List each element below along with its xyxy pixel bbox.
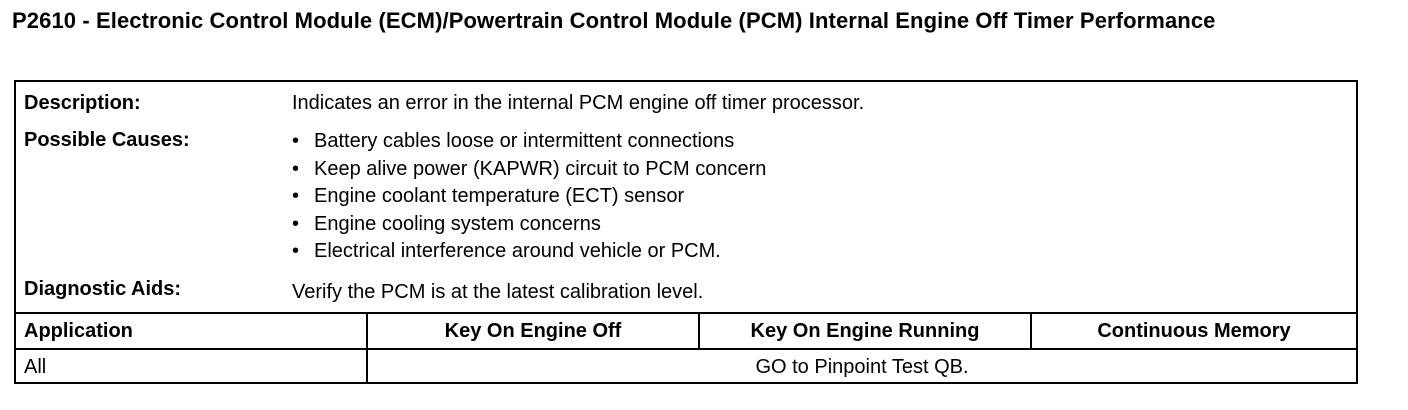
possible-causes-list (292, 128, 766, 266)
diagnostic-aids-value: Verify the PCM is at the latest calibration level. (292, 281, 704, 303)
page-title: P2610 - Electronic Control Module (ECM)/Powertrain Control Module (PCM) Internal Engine Off Timer Performance (12, 8, 1216, 33)
table-header-row (16, 314, 1356, 350)
cell-application: All (24, 355, 47, 378)
possible-causes-label: Possible Causes: (24, 129, 190, 151)
description-value: Indicates an error in the internal PCM engine off timer processor. (292, 92, 865, 114)
header-continuous-memory: Continuous Memory (1097, 319, 1291, 342)
list-item: • Keep alive power (KAPWR) circuit to PCM concern (292, 157, 767, 180)
list-item: • Engine coolant temperature (ECT) sensor (292, 185, 685, 207)
cell-action: GO to Pinpoint Test QB. (755, 355, 969, 378)
diagnostic-aids-label: Diagnostic Aids: (24, 278, 182, 300)
application-table (16, 312, 1356, 384)
description-label: Description: (24, 92, 141, 114)
header-key-on-engine-running: Key On Engine Running (750, 319, 980, 342)
dtc-info-box (14, 80, 1358, 384)
table-row (16, 350, 1356, 384)
list-item: • Engine cooling system concerns (292, 212, 601, 235)
header-key-on-engine-off: Key On Engine Off (444, 319, 622, 342)
list-item: • Battery cables loose or intermittent connections (292, 130, 735, 152)
header-application: Application (24, 319, 133, 342)
list-item: • Electrical interference around vehicle or PCM. (292, 240, 721, 262)
